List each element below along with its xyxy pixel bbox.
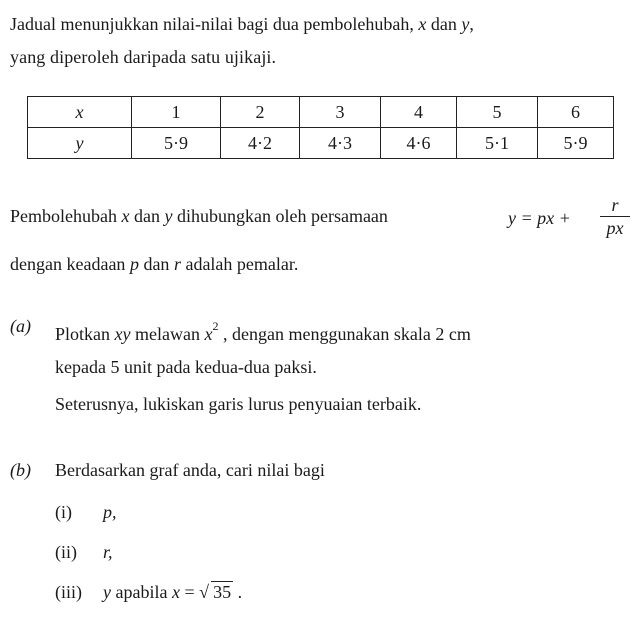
table-cell: 5·9 [538,128,614,159]
table-cell: 5 [457,97,538,128]
var-xy: xy [114,324,131,344]
radical-sign-icon: √ [199,582,210,602]
item-text: r, [103,542,113,562]
var-x: x [204,324,213,344]
intro-text: , [469,14,474,34]
table-cell: 4·2 [221,128,300,159]
relation-line-2 [10,254,298,275]
data-table [27,96,614,159]
equation-fraction [600,195,630,238]
var-y: y [461,14,470,34]
table-cell: 6 [538,97,614,128]
relation-text: dan [129,206,165,226]
part-a-body [55,310,615,421]
item-text: p, [103,502,117,522]
item-text: apabila [111,582,172,602]
item-number: (ii) [55,542,77,562]
relation-text: Pembolehubah [10,206,122,226]
intro-text: Jadual menunjukkan nilai-nilai bagi dua pembolehubah, [10,14,419,34]
radicand: 35 [213,582,232,602]
table-cell: 3 [300,97,381,128]
table-cell: 1 [132,97,221,128]
item-number: (iii) [55,582,82,602]
var-x: x [418,14,427,34]
relation-text: adalah pemalar. [180,254,299,274]
item-text: . [233,582,243,602]
fraction-numerator: r [611,195,619,215]
fraction-denominator: px [606,218,624,238]
part-b-label: (b) [10,460,31,480]
part-a-label: (a) [10,316,31,336]
exponent: 2 [212,319,219,333]
item-text: = [179,582,200,602]
part-a-text: melawan [130,324,205,344]
part-a-text: , dengan menggunakan skala 2 cm [218,324,471,344]
question-intro [10,8,630,74]
table-cell: 4·6 [381,128,457,159]
var-x: x [121,206,130,226]
var-y: y [103,582,111,602]
square-root [199,576,233,609]
table-cell: 5·9 [132,128,221,159]
fraction-bar [600,216,630,217]
table-row-y [28,128,614,159]
part-a-line-3: Seterusnya, lukiskan garis lurus penyuaian terbaik. [55,394,422,414]
intro-text: dan [426,14,462,34]
table-cell: 2 [221,97,300,128]
table-cell: 4 [381,97,457,128]
var-x: x [171,582,180,602]
relation-text: dihubungkan oleh persamaan [172,206,388,226]
item-number: (i) [55,502,72,522]
row-label-x: x [28,97,132,128]
relation-line-1 [10,206,388,227]
intro-line-2: yang diperoleh daripada satu ujikaji. [10,47,277,67]
part-a-text: Plotkan [55,324,115,344]
var-p: p [129,254,139,274]
var-y: y [164,206,173,226]
part-b-item-iii [55,576,615,616]
table-cell: 4·3 [300,128,381,159]
table-cell: 5·1 [457,128,538,159]
part-b-intro: Berdasarkan graf anda, cari nilai bagi [55,460,325,480]
equation-lhs: y = px + [508,208,571,228]
intro-line-1 [10,8,630,41]
part-b-item-ii [55,536,615,576]
part-a-line-2: kepada 5 unit pada kedua-dua paksi. [55,357,317,377]
relation-text: dan [138,254,174,274]
part-b-item-i [55,496,615,536]
part-b-body [55,454,615,616]
table-row-x [28,97,614,128]
relation-text: dengan keadaan [10,254,130,274]
row-label-y: y [28,128,132,159]
part-a-line-1 [55,310,615,351]
var-r: r [173,254,181,274]
